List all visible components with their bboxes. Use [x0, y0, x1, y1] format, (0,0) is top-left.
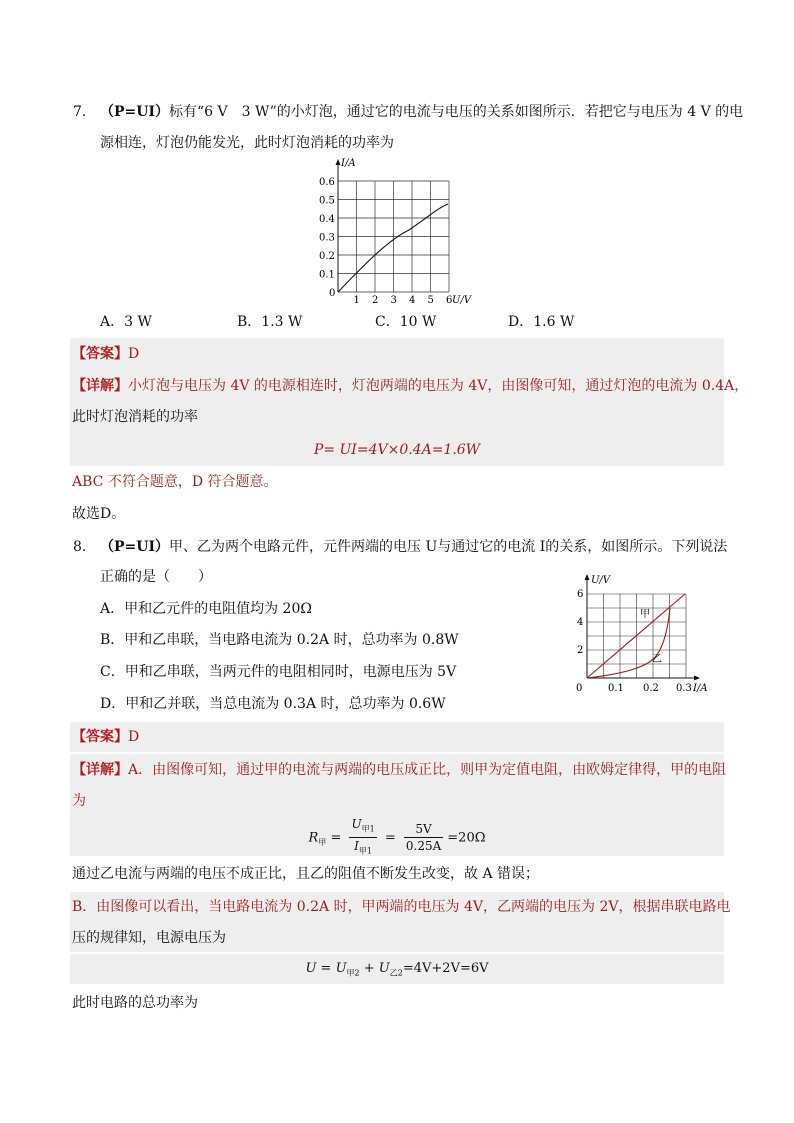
- q8-label-jia: 甲: [640, 609, 650, 620]
- q8-x-tick-03: 0.3: [676, 683, 692, 694]
- q8-formula-resistance: $R_甲$ = $\frac{U_{甲1}}{I_{甲1}}$ = $\frac{5V}{0.25A}$ =20Ω: [70, 816, 724, 860]
- q7-x-tick-label: 1: [353, 295, 360, 306]
- q7-option-b[interactable]: B．1.3 W: [237, 314, 303, 330]
- q8-formula2-rest: =4V+2V=6V: [402, 961, 489, 976]
- q8-detail-a-line1: [72, 760, 726, 780]
- q8-ui-graph: [568, 572, 724, 698]
- q7-stem-line1: [100, 102, 743, 122]
- q8-formula2-sub2: 乙2: [389, 968, 403, 978]
- q8-answer-band: [70, 722, 724, 752]
- q8-y-tick-4: 4: [577, 617, 584, 628]
- q7-answer-label: 【答案】: [72, 346, 128, 362]
- q8-detail-a-line2: 为: [72, 793, 86, 809]
- q7-x-tick-label: 3: [390, 295, 397, 306]
- q7-text-line2: 源相连，灯泡仍能发光，此时灯泡消耗的功率为: [100, 135, 394, 151]
- q8-formula1-num1: U: [351, 817, 362, 831]
- q7-x-tick-label: 6: [446, 295, 453, 306]
- q8-formula1-den1: I: [354, 839, 359, 854]
- q7-detail-line2: 此时灯泡消耗的功率: [72, 409, 198, 425]
- q8-formula1-den2: 0.25A: [405, 839, 442, 854]
- q8-tag: （P=UI）: [100, 539, 170, 555]
- q7-x-axis-label: U/V: [452, 295, 472, 306]
- q8-x-axis-label: I/A: [693, 683, 708, 694]
- q7-iu-curve: [338, 204, 448, 292]
- q7-y-arrow: [336, 159, 341, 165]
- q8-x-arrow: [694, 676, 700, 681]
- q8-answer-line: [72, 727, 139, 747]
- q7-y-tick-label: 0.4: [319, 214, 335, 225]
- q8-detail-b-line3: 此时电路的总功率为: [72, 995, 198, 1011]
- q7-text-line1: 标有“6 V 3 W”的小灯泡，通过它的电流与电压的关系如图所示．若把它与电压为 4 V 的电: [169, 104, 744, 120]
- q8-detail-a-text1: A．由图像可知，通过甲的电流与两端的电压成正比，则甲为定值电阻，由欧姆定律得，甲的电阻: [128, 762, 727, 778]
- q7-x-tick-label: 4: [409, 295, 416, 306]
- q8-formula1-lhs-sub: 甲: [318, 837, 327, 847]
- q7-y-axis-label: I/A: [341, 158, 356, 169]
- q8-detail-a-line3: 通过乙电流与两端的电压不成正比，且乙的阻值不断发生改变，故 A 错误；: [72, 866, 540, 882]
- q7-origin-label: 0: [329, 288, 336, 299]
- q7-x-tick-labels: [354, 295, 453, 306]
- q8-formula1-result: =20Ω: [447, 830, 486, 846]
- q7-detail-line1: [72, 376, 748, 396]
- q8-formula2-sub1: 甲2: [346, 968, 360, 978]
- q8-origin-label: 0: [576, 683, 583, 694]
- q8-option-b[interactable]: B．甲和乙串联，当电路电流为 0.2A 时，总功率为 0.8W: [100, 632, 459, 648]
- q7-y-tick-label: 0.5: [319, 195, 335, 207]
- q7-y-tick-label: 0.2: [319, 251, 335, 262]
- q7-conclusion1: ABC 不符合题意，D 符合题意。: [72, 474, 278, 490]
- q7-x-tick-label: 5: [427, 295, 434, 306]
- q8-option-a[interactable]: A．甲和乙元件的电阻值均为 20Ω: [100, 601, 312, 617]
- q8-formula2-plus: + U: [359, 961, 390, 976]
- q8-y-tick-6: 6: [577, 589, 584, 600]
- q8-option-d[interactable]: D．甲和乙并联，当总电流为 0.3A 时，总功率为 0.6W: [100, 696, 446, 712]
- q7-x-tick-label: 2: [372, 295, 379, 306]
- q7-y-tick-labels: [319, 177, 335, 281]
- q7-tag: （P=UI）: [100, 104, 170, 120]
- q7-y-tick-label: 0.1: [319, 269, 335, 281]
- q8-option-c[interactable]: C．甲和乙串联，当两元件的电阻相同时，电源电压为 5V: [100, 664, 457, 680]
- q7-iu-graph: [318, 156, 488, 306]
- q8-formula1-lhs: R: [308, 830, 319, 846]
- q8-detail-b-line2: 压的规律知，电源电压为: [72, 930, 226, 946]
- q7-option-a[interactable]: A．3 W: [100, 314, 152, 330]
- q8-answer-value: D: [128, 729, 140, 745]
- q8-detail-b-line1: B．由图像可以看出，当电路电流为 0.2A 时，甲两端的电压为 4V，乙两端的电压为 2V，根据串联电路电: [72, 899, 731, 915]
- q7-conclusion2: 故选D。: [72, 506, 126, 522]
- q8-x-tick-02: 0.2: [643, 683, 659, 694]
- q7-answer-line: [72, 344, 139, 364]
- q8-y-tick-2: 2: [577, 645, 584, 656]
- q7-y-tick-label: 0.6: [319, 177, 335, 188]
- q8-y-arrow: [585, 574, 590, 580]
- q7-option-d[interactable]: D．1.6 W: [508, 314, 575, 330]
- q8-text-line1: 甲、乙为两个电路元件，元件两端的电压 U与通过它的电流 I的关系，如图所示。下列说法: [169, 539, 728, 555]
- q7-number: 7.: [73, 104, 87, 120]
- q8-formula1-num1-sub: 甲1: [361, 824, 375, 834]
- q8-formula-voltage: [70, 959, 724, 984]
- q7-y-tick-label: 0.3: [319, 232, 335, 244]
- q8-x-tick-01: 0.1: [608, 683, 624, 694]
- q8-text-line2: 正确的是（ ）: [100, 569, 212, 585]
- q8-detail-label: 【详解】: [72, 762, 128, 778]
- q8-answer-label: 【答案】: [72, 729, 128, 745]
- q8-formula2-lhs: U = U: [305, 961, 347, 976]
- q8-formula1-num2: 5V: [404, 821, 443, 838]
- q7-answer-value: D: [128, 346, 140, 362]
- q7-detail-label: 【详解】: [72, 378, 128, 394]
- q8-y-axis-label: U/V: [591, 575, 611, 586]
- q8-formula1-frac1: [349, 816, 376, 860]
- q7-option-c[interactable]: C．10 W: [375, 314, 437, 330]
- q8-formula1-frac2: [404, 821, 443, 854]
- q8-number: 8.: [73, 539, 87, 555]
- q8-stem-line1: [100, 537, 727, 557]
- q8-formula1-den1-sub: 甲1: [358, 846, 373, 856]
- q8-label-yi: 乙: [652, 654, 662, 665]
- q7-formula: P= UI=4V×0.4A=1.6W: [313, 442, 481, 458]
- q7-detail-text1: 小灯泡与电压为 4V 的电源相连时，灯泡两端的电压为 4V，由图像可知，通过灯泡的电流为 0.4A，: [128, 378, 749, 394]
